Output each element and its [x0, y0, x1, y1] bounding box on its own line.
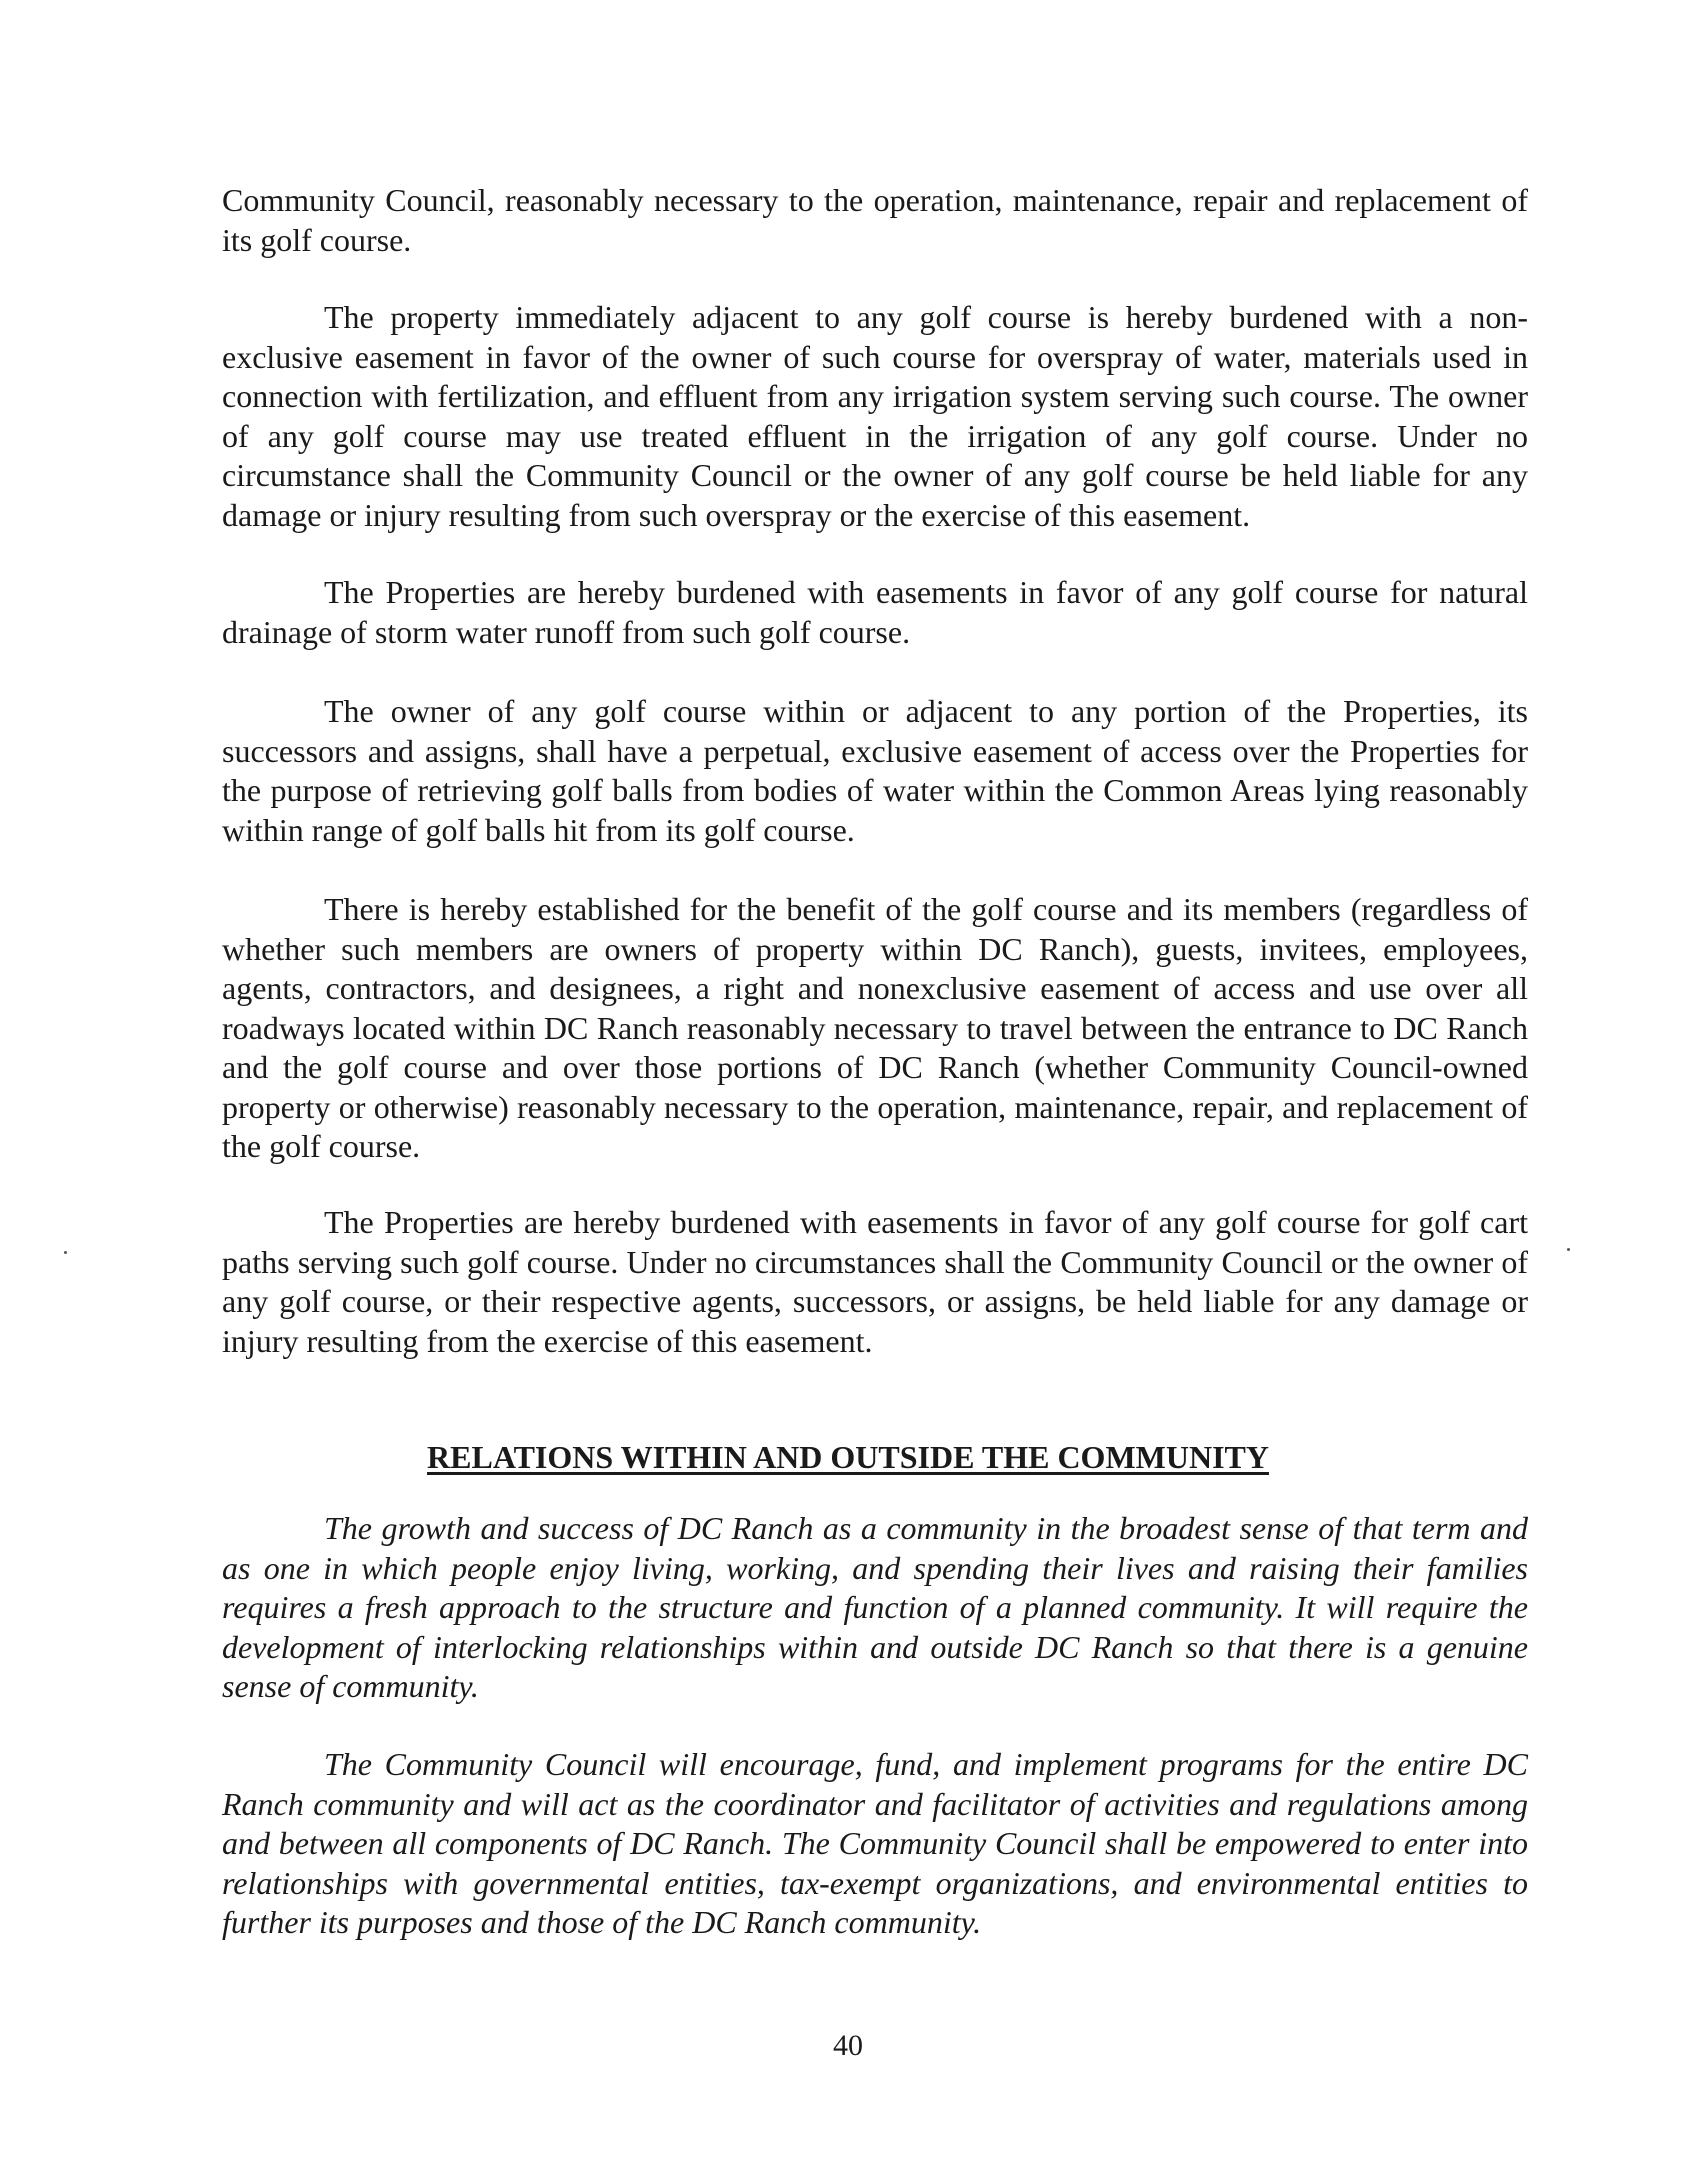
paragraph-continuation: Community Council, reasonably necessary to the operation, maintenance, repair and replacement of its golf course.	[222, 182, 1528, 258]
paragraph-community-council-role: The Community Council will encourage, fund, and implement programs for the entire DC Ranch community and will act as the coordinator and facilitator of activities and regulations among and between all components of DC Ranch. The Community Council shall be empowered to enter into relationships with governmental entities, tax-exempt organizations, and environmental entities to further its purposes and those of the DC Ranch community.	[222, 1746, 1528, 1940]
page-number: 40	[833, 2029, 863, 2062]
paragraph-golf-ball-retrieval: The owner of any golf course within or adjacent to any portion of the Properties, its successors and assigns, shall have a perpetual, exclusive easement of access over the Properties for the purpose of retrieving golf balls from bodies of water within the Common Areas lying reasonably within range of golf balls hit from its golf course.	[222, 693, 1528, 848]
paragraph-community-growth: The growth and success of DC Ranch as a community in the broadest sense of that term and as one in which people enjoy living, working, and spending their lives and raising their families requires a fresh approach to the structure and function of a planned community. It will require the development of interlocking relationships within and outside DC Ranch so that there is a genuine sense of community.	[222, 1510, 1528, 1704]
paragraph-cart-path-easement: The Properties are hereby burdened with easements in favor of any golf course for golf cart paths serving such golf course. Under no circumstances shall the Community Council or the owner of any golf course, or their respective agents, successors, or assigns, be held liable for any damage or injury resulting from the exercise of this easement.	[222, 1204, 1528, 1359]
paragraph-roadway-easement: There is hereby established for the benefit of the golf course and its members (regardless of whether such members are owners of property within DC Ranch), guests, invitees, employees, agents, contractors, and designees, a right and nonexclusive easement of access and use over all roadways located within DC Ranch reasonably necessary to travel between the entrance to DC Ranch and the golf course and over those portions of DC Ranch (whether Community Council-owned property or otherwise) reasonably necessary to the operation, maintenance, repair, and replacement of the golf course.	[222, 891, 1528, 1164]
scan-speck	[64, 1251, 67, 1254]
section-heading: RELATIONS WITHIN AND OUTSIDE THE COMMUNITY	[427, 1439, 1269, 1475]
paragraph-overspray-easement: The property immediately adjacent to any golf course is hereby burdened with a non-exclusive easement in favor of the owner of such course for overspray of water, materials used in connection with fertilization, and effluent from any irrigation system serving such course. The owner of any golf course may use treated effluent in the irrigation of any golf course. Under no circumstance shall the Community Council or the owner of any golf course be held liable for any damage or injury resulting from such overspray or the exercise of this easement.	[222, 299, 1528, 533]
scan-speck	[1567, 1248, 1570, 1251]
paragraph-drainage-easement: The Properties are hereby burdened with easements in favor of any golf course for natural drainage of storm water runoff from such golf course.	[222, 574, 1528, 650]
